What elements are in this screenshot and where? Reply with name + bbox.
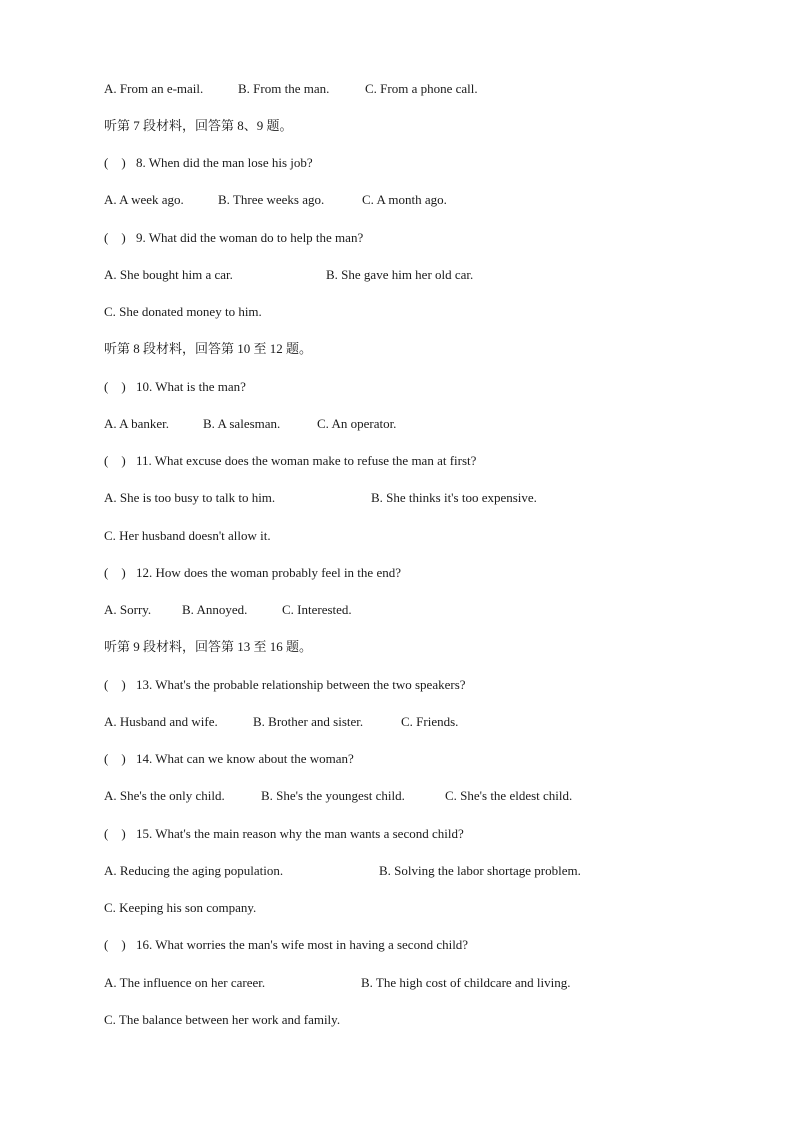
answer-option: B. She's the youngest child. (261, 788, 405, 803)
question-line (104, 751, 354, 767)
answer-blank[interactable]: ( ) (104, 677, 126, 692)
answer-blank[interactable]: ( ) (104, 379, 126, 394)
section-heading: 听第 9 段材料，回答第 13 至 16 题。 (104, 639, 313, 654)
question-line (104, 453, 476, 469)
answer-blank[interactable]: ( ) (104, 453, 126, 468)
answer-option: C. Keeping his son company. (104, 900, 257, 915)
answer-option: C. Interested. (282, 602, 352, 617)
question-line (104, 937, 468, 953)
answer-option: A. She's the only child. (104, 788, 225, 803)
answer-option: A. The influence on her career. (104, 975, 266, 990)
question-text: 13. What's the probable relationship between the two speakers? (136, 677, 466, 692)
question-text: 8. When did the man lose his job? (136, 155, 313, 170)
answer-option: C. The balance between her work and family. (104, 1012, 341, 1027)
answer-option: B. Brother and sister. (253, 714, 364, 729)
question-text: 11. What excuse does the woman make to refuse the man at first? (136, 453, 477, 468)
answer-option: B. She thinks it's too expensive. (371, 490, 537, 505)
answer-blank[interactable]: ( ) (104, 565, 126, 580)
answer-option: B. From the man. (238, 81, 330, 96)
answer-option: C. A month ago. (362, 192, 447, 207)
answer-blank[interactable]: ( ) (104, 937, 126, 952)
question-line (104, 677, 466, 693)
answer-blank[interactable]: ( ) (104, 155, 126, 170)
section-heading: 听第 7 段材料，回答第 8、9 题。 (104, 118, 293, 133)
answer-option: C. An operator. (317, 416, 397, 431)
answer-blank[interactable]: ( ) (104, 751, 126, 766)
answer-blank[interactable]: ( ) (104, 826, 126, 841)
answer-option: A. Sorry. (104, 602, 152, 617)
answer-option: A. A week ago. (104, 192, 184, 207)
question-line (104, 379, 246, 395)
question-text: 14. What can we know about the woman? (136, 751, 354, 766)
question-line (104, 565, 401, 581)
answer-option: B. Solving the labor shortage problem. (379, 863, 581, 878)
answer-option: C. Her husband doesn't allow it. (104, 528, 271, 543)
answer-option: A. From an e-mail. (104, 81, 204, 96)
question-text: 16. What worries the man's wife most in having a second child? (136, 937, 469, 952)
answer-option: B. She gave him her old car. (326, 267, 474, 282)
question-text: 12. How does the woman probably feel in the end? (136, 565, 401, 580)
answer-option: C. From a phone call. (365, 81, 478, 96)
answer-option: A. She bought him a car. (104, 267, 233, 282)
answer-blank[interactable]: ( ) (104, 230, 126, 245)
answer-option: C. She's the eldest child. (445, 788, 573, 803)
answer-option: A. Reducing the aging population. (104, 863, 284, 878)
answer-option: A. Husband and wife. (104, 714, 218, 729)
answer-option: B. The high cost of childcare and living. (361, 975, 571, 990)
question-line (104, 826, 464, 842)
answer-option: A. She is too busy to talk to him. (104, 490, 276, 505)
question-text: 9. What did the woman do to help the man? (136, 230, 364, 245)
question-line (104, 155, 313, 171)
question-line (104, 230, 363, 246)
answer-option: B. A salesman. (203, 416, 281, 431)
answer-option: C. Friends. (401, 714, 459, 729)
question-text: 15. What's the main reason why the man wants a second child? (136, 826, 464, 841)
answer-option: A. A banker. (104, 416, 169, 431)
answer-option: B. Annoyed. (182, 602, 248, 617)
section-heading: 听第 8 段材料，回答第 10 至 12 题。 (104, 341, 313, 356)
answer-option: B. Three weeks ago. (218, 192, 325, 207)
answer-option: C. She donated money to him. (104, 304, 262, 319)
question-text: 10. What is the man? (136, 379, 246, 394)
